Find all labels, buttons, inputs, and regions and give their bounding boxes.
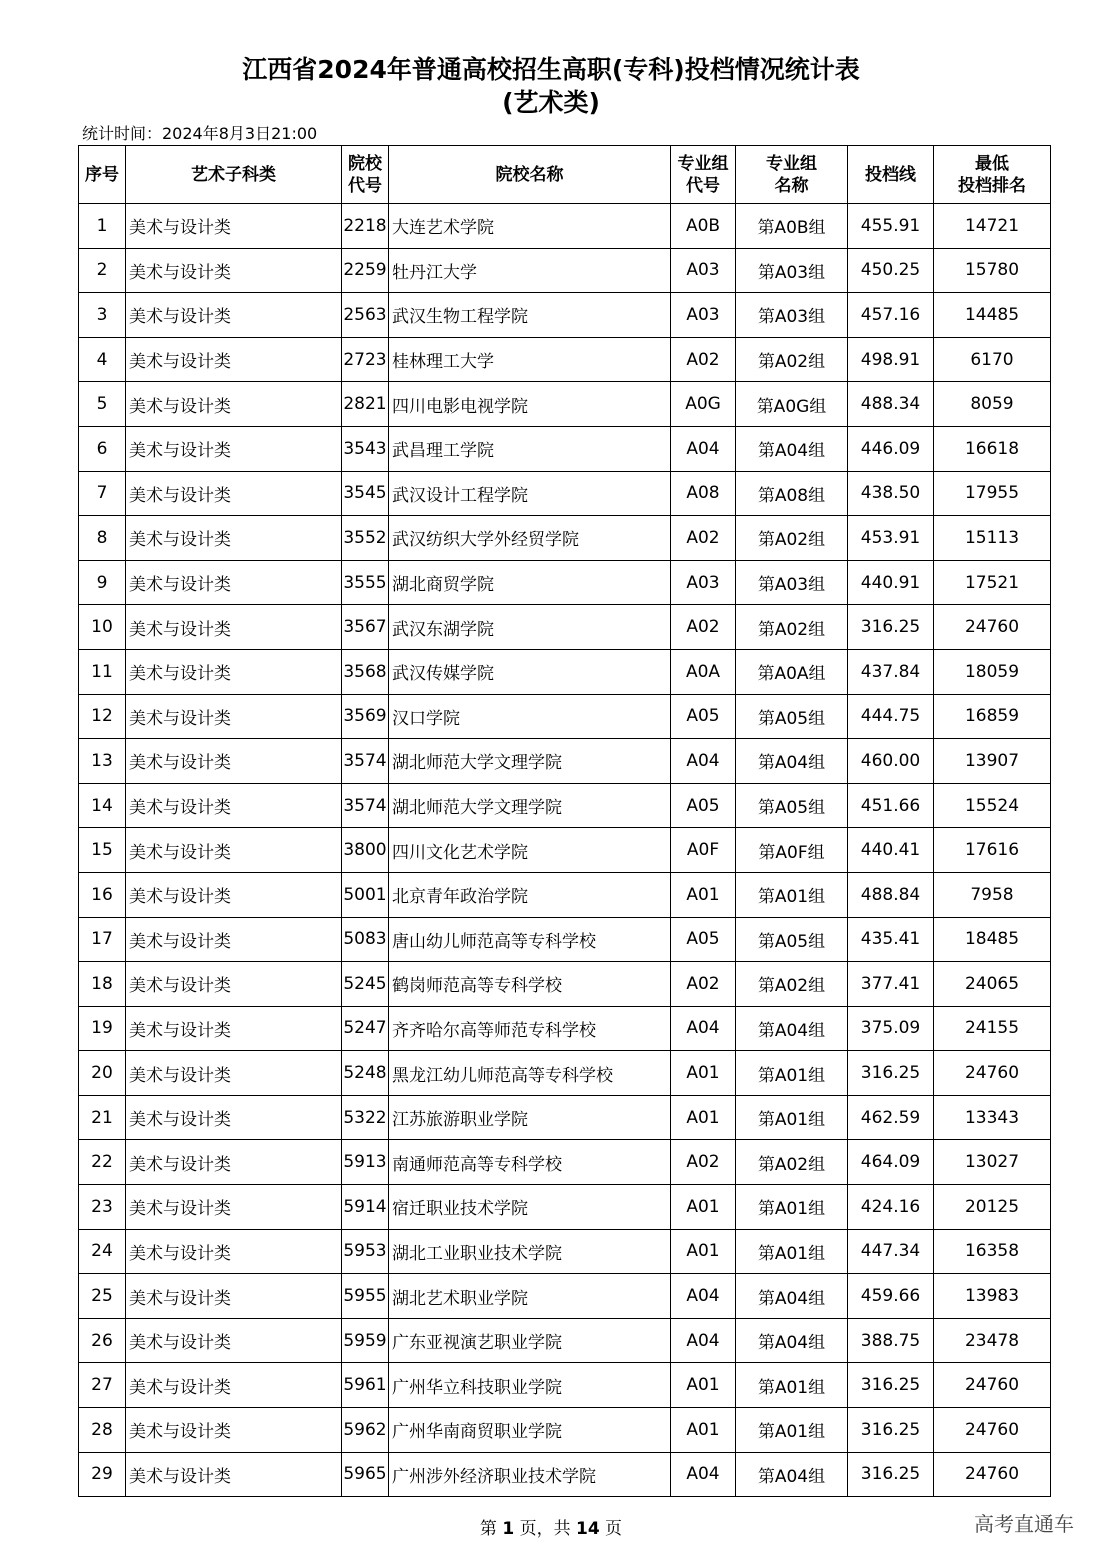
cell-school-name: 四川电影电视学院 bbox=[389, 382, 671, 427]
cell-score: 457.16 bbox=[848, 293, 934, 338]
table-row bbox=[79, 471, 1051, 516]
cell-school-name: 四川文化艺术学院 bbox=[389, 828, 671, 873]
cell-group-code: A03 bbox=[671, 560, 736, 605]
cell-rank: 7958 bbox=[934, 872, 1051, 917]
cell-index: 28 bbox=[79, 1408, 126, 1453]
cell-score: 440.41 bbox=[848, 828, 934, 873]
cell-group-code: A03 bbox=[671, 293, 736, 338]
cell-group-code: A02 bbox=[671, 1140, 736, 1185]
cell-score: 459.66 bbox=[848, 1274, 934, 1319]
cell-score: 316.25 bbox=[848, 1051, 934, 1096]
cell-school-code: 3800 bbox=[342, 828, 389, 873]
header-group-code: 专业组 代号 bbox=[671, 146, 736, 204]
cell-index: 1 bbox=[79, 204, 126, 249]
cell-school-name: 江苏旅游职业学院 bbox=[389, 1095, 671, 1140]
cell-group-code: A0F bbox=[671, 828, 736, 873]
cell-school-name: 湖北艺术职业学院 bbox=[389, 1274, 671, 1319]
cell-subject: 美术与设计类 bbox=[126, 1229, 342, 1274]
cell-score: 455.91 bbox=[848, 204, 934, 249]
cell-school-name: 北京青年政治学院 bbox=[389, 872, 671, 917]
cell-index: 18 bbox=[79, 962, 126, 1007]
cell-group-name: 第A01组 bbox=[736, 872, 848, 917]
cell-school-name: 大连艺术学院 bbox=[389, 204, 671, 249]
cell-group-name: 第A0A组 bbox=[736, 649, 848, 694]
cell-school-code: 3567 bbox=[342, 605, 389, 650]
cell-school-code: 5961 bbox=[342, 1363, 389, 1408]
cell-subject: 美术与设计类 bbox=[126, 694, 342, 739]
cell-group-code: A0A bbox=[671, 649, 736, 694]
cell-school-code: 5001 bbox=[342, 872, 389, 917]
cell-index: 29 bbox=[79, 1452, 126, 1497]
cell-rank: 17521 bbox=[934, 560, 1051, 605]
cell-subject: 美术与设计类 bbox=[126, 248, 342, 293]
cell-group-code: A05 bbox=[671, 917, 736, 962]
cell-school-name: 武昌理工学院 bbox=[389, 426, 671, 471]
cell-rank: 24065 bbox=[934, 962, 1051, 1007]
cell-score: 446.09 bbox=[848, 426, 934, 471]
cell-group-name: 第A01组 bbox=[736, 1095, 848, 1140]
table-row bbox=[79, 649, 1051, 694]
cell-group-name: 第A01组 bbox=[736, 1185, 848, 1230]
cell-school-code: 5083 bbox=[342, 917, 389, 962]
cell-school-code: 3555 bbox=[342, 560, 389, 605]
table-row bbox=[79, 828, 1051, 873]
cell-school-code: 2821 bbox=[342, 382, 389, 427]
cell-school-code: 3552 bbox=[342, 516, 389, 561]
cell-group-code: A04 bbox=[671, 1318, 736, 1363]
cell-score: 453.91 bbox=[848, 516, 934, 561]
cell-subject: 美术与设计类 bbox=[126, 516, 342, 561]
cell-subject: 美术与设计类 bbox=[126, 872, 342, 917]
document-subtitle: (艺术类) bbox=[502, 88, 600, 117]
cell-rank: 15780 bbox=[934, 248, 1051, 293]
table-row bbox=[79, 1318, 1051, 1363]
cell-group-code: A01 bbox=[671, 1408, 736, 1453]
cell-rank: 17955 bbox=[934, 471, 1051, 516]
cell-school-code: 3574 bbox=[342, 739, 389, 784]
cell-group-name: 第A04组 bbox=[736, 1452, 848, 1497]
cell-group-name: 第A02组 bbox=[736, 962, 848, 1007]
cell-school-code: 3574 bbox=[342, 783, 389, 828]
cell-score: 388.75 bbox=[848, 1318, 934, 1363]
cell-score: 316.25 bbox=[848, 1363, 934, 1408]
cell-subject: 美术与设计类 bbox=[126, 1185, 342, 1230]
table-row bbox=[79, 516, 1051, 561]
table-row bbox=[79, 739, 1051, 784]
cell-school-code: 3543 bbox=[342, 426, 389, 471]
cell-rank: 16618 bbox=[934, 426, 1051, 471]
cell-score: 377.41 bbox=[848, 962, 934, 1007]
cell-index: 26 bbox=[79, 1318, 126, 1363]
table-row bbox=[79, 1051, 1051, 1096]
table-row bbox=[79, 1274, 1051, 1319]
cell-subject: 美术与设计类 bbox=[126, 1095, 342, 1140]
cell-rank: 16358 bbox=[934, 1229, 1051, 1274]
cell-group-code: A01 bbox=[671, 872, 736, 917]
cell-group-name: 第A01组 bbox=[736, 1229, 848, 1274]
cell-index: 5 bbox=[79, 382, 126, 427]
cell-group-name: 第A04组 bbox=[736, 1318, 848, 1363]
cell-rank: 8059 bbox=[934, 382, 1051, 427]
cell-school-code: 5959 bbox=[342, 1318, 389, 1363]
cell-group-name: 第A0B组 bbox=[736, 204, 848, 249]
header-school-name: 院校名称 bbox=[389, 146, 671, 204]
cell-group-code: A04 bbox=[671, 739, 736, 784]
table-row bbox=[79, 917, 1051, 962]
cell-subject: 美术与设计类 bbox=[126, 783, 342, 828]
cell-index: 11 bbox=[79, 649, 126, 694]
cell-subject: 美术与设计类 bbox=[126, 962, 342, 1007]
cell-school-name: 武汉设计工程学院 bbox=[389, 471, 671, 516]
cell-group-code: A08 bbox=[671, 471, 736, 516]
cell-index: 21 bbox=[79, 1095, 126, 1140]
cell-group-name: 第A04组 bbox=[736, 1274, 848, 1319]
table-row bbox=[79, 1006, 1051, 1051]
cell-subject: 美术与设计类 bbox=[126, 293, 342, 338]
cell-group-code: A04 bbox=[671, 1274, 736, 1319]
header-subject: 艺术子科类 bbox=[126, 146, 342, 204]
cell-group-code: A02 bbox=[671, 605, 736, 650]
cell-group-name: 第A04组 bbox=[736, 739, 848, 784]
cell-school-name: 武汉生物工程学院 bbox=[389, 293, 671, 338]
cell-rank: 13983 bbox=[934, 1274, 1051, 1319]
cell-group-name: 第A03组 bbox=[736, 248, 848, 293]
table-row bbox=[79, 1363, 1051, 1408]
cell-subject: 美术与设计类 bbox=[126, 1006, 342, 1051]
cell-rank: 24760 bbox=[934, 1363, 1051, 1408]
cell-school-name: 齐齐哈尔高等师范专科学校 bbox=[389, 1006, 671, 1051]
cell-rank: 16859 bbox=[934, 694, 1051, 739]
cell-group-code: A04 bbox=[671, 1006, 736, 1051]
document-title: 江西省2024年普通高校招生高职(专科)投档情况统计表 bbox=[242, 55, 860, 84]
cell-school-name: 宿迁职业技术学院 bbox=[389, 1185, 671, 1230]
cell-index: 14 bbox=[79, 783, 126, 828]
cell-school-code: 2563 bbox=[342, 293, 389, 338]
cell-index: 9 bbox=[79, 560, 126, 605]
statistics-time: 统计时间：2024年8月3日21:00 bbox=[82, 124, 318, 143]
cell-subject: 美术与设计类 bbox=[126, 1363, 342, 1408]
cell-school-code: 5322 bbox=[342, 1095, 389, 1140]
cell-rank: 17616 bbox=[934, 828, 1051, 873]
cell-subject: 美术与设计类 bbox=[126, 917, 342, 962]
cell-school-name: 广州涉外经济职业技术学院 bbox=[389, 1452, 671, 1497]
cell-school-name: 南通师范高等专科学校 bbox=[389, 1140, 671, 1185]
cell-subject: 美术与设计类 bbox=[126, 1051, 342, 1096]
table-row bbox=[79, 872, 1051, 917]
cell-rank: 18485 bbox=[934, 917, 1051, 962]
cell-group-name: 第A02组 bbox=[736, 605, 848, 650]
cell-subject: 美术与设计类 bbox=[126, 739, 342, 784]
cell-group-name: 第A05组 bbox=[736, 917, 848, 962]
cell-school-code: 5962 bbox=[342, 1408, 389, 1453]
cell-group-code: A02 bbox=[671, 962, 736, 1007]
table-row bbox=[79, 248, 1051, 293]
cell-index: 13 bbox=[79, 739, 126, 784]
cell-school-code: 5965 bbox=[342, 1452, 389, 1497]
cell-subject: 美术与设计类 bbox=[126, 337, 342, 382]
cell-rank: 18059 bbox=[934, 649, 1051, 694]
cell-group-code: A05 bbox=[671, 694, 736, 739]
cell-score: 462.59 bbox=[848, 1095, 934, 1140]
cell-index: 17 bbox=[79, 917, 126, 962]
cell-rank: 23478 bbox=[934, 1318, 1051, 1363]
cell-score: 435.41 bbox=[848, 917, 934, 962]
cell-subject: 美术与设计类 bbox=[126, 204, 342, 249]
cell-school-code: 3545 bbox=[342, 471, 389, 516]
cell-index: 4 bbox=[79, 337, 126, 382]
cell-rank: 24760 bbox=[934, 605, 1051, 650]
cell-group-name: 第A04组 bbox=[736, 426, 848, 471]
cell-index: 8 bbox=[79, 516, 126, 561]
header-index: 序号 bbox=[79, 146, 126, 204]
cell-subject: 美术与设计类 bbox=[126, 1274, 342, 1319]
cell-school-name: 湖北师范大学文理学院 bbox=[389, 739, 671, 784]
cell-group-name: 第A01组 bbox=[736, 1363, 848, 1408]
table-row bbox=[79, 1185, 1051, 1230]
cell-rank: 24760 bbox=[934, 1452, 1051, 1497]
cell-rank: 6170 bbox=[934, 337, 1051, 382]
table-row bbox=[79, 1095, 1051, 1140]
cell-school-code: 5914 bbox=[342, 1185, 389, 1230]
cell-group-name: 第A02组 bbox=[736, 1140, 848, 1185]
table-row bbox=[79, 204, 1051, 249]
cell-school-name: 湖北师范大学文理学院 bbox=[389, 783, 671, 828]
cell-subject: 美术与设计类 bbox=[126, 1452, 342, 1497]
cell-subject: 美术与设计类 bbox=[126, 1408, 342, 1453]
cell-index: 16 bbox=[79, 872, 126, 917]
cell-score: 464.09 bbox=[848, 1140, 934, 1185]
cell-group-name: 第A02组 bbox=[736, 337, 848, 382]
cell-school-name: 广州华立科技职业学院 bbox=[389, 1363, 671, 1408]
cell-index: 2 bbox=[79, 248, 126, 293]
cell-school-code: 2259 bbox=[342, 248, 389, 293]
cell-score: 488.84 bbox=[848, 872, 934, 917]
cell-index: 23 bbox=[79, 1185, 126, 1230]
cell-score: 488.34 bbox=[848, 382, 934, 427]
header-school-code: 院校 代号 bbox=[342, 146, 389, 204]
cell-index: 3 bbox=[79, 293, 126, 338]
cell-rank: 13907 bbox=[934, 739, 1051, 784]
cell-group-code: A05 bbox=[671, 783, 736, 828]
table-row bbox=[79, 605, 1051, 650]
header-score: 投档线 bbox=[848, 146, 934, 204]
cell-score: 447.34 bbox=[848, 1229, 934, 1274]
cell-rank: 24155 bbox=[934, 1006, 1051, 1051]
admission-table bbox=[78, 145, 1051, 1497]
cell-score: 375.09 bbox=[848, 1006, 934, 1051]
table-row bbox=[79, 1452, 1051, 1497]
table-row bbox=[79, 1408, 1051, 1453]
cell-index: 19 bbox=[79, 1006, 126, 1051]
cell-score: 450.25 bbox=[848, 248, 934, 293]
cell-school-code: 5245 bbox=[342, 962, 389, 1007]
cell-index: 7 bbox=[79, 471, 126, 516]
cell-index: 15 bbox=[79, 828, 126, 873]
cell-school-code: 2723 bbox=[342, 337, 389, 382]
cell-subject: 美术与设计类 bbox=[126, 649, 342, 694]
cell-group-code: A02 bbox=[671, 337, 736, 382]
cell-group-name: 第A05组 bbox=[736, 783, 848, 828]
cell-subject: 美术与设计类 bbox=[126, 1140, 342, 1185]
cell-score: 424.16 bbox=[848, 1185, 934, 1230]
cell-school-name: 唐山幼儿师范高等专科学校 bbox=[389, 917, 671, 962]
cell-school-name: 桂林理工大学 bbox=[389, 337, 671, 382]
cell-subject: 美术与设计类 bbox=[126, 605, 342, 650]
table-row bbox=[79, 426, 1051, 471]
cell-group-name: 第A05组 bbox=[736, 694, 848, 739]
cell-subject: 美术与设计类 bbox=[126, 471, 342, 516]
table-header-row bbox=[79, 146, 1051, 204]
cell-group-name: 第A03组 bbox=[736, 560, 848, 605]
cell-school-name: 广东亚视演艺职业学院 bbox=[389, 1318, 671, 1363]
cell-group-code: A0G bbox=[671, 382, 736, 427]
cell-score: 444.75 bbox=[848, 694, 934, 739]
cell-index: 25 bbox=[79, 1274, 126, 1319]
cell-score: 437.84 bbox=[848, 649, 934, 694]
cell-group-code: A04 bbox=[671, 1452, 736, 1497]
cell-score: 440.91 bbox=[848, 560, 934, 605]
cell-subject: 美术与设计类 bbox=[126, 382, 342, 427]
table-row bbox=[79, 293, 1051, 338]
cell-index: 22 bbox=[79, 1140, 126, 1185]
cell-group-code: A01 bbox=[671, 1185, 736, 1230]
cell-score: 316.25 bbox=[848, 1408, 934, 1453]
table-row bbox=[79, 337, 1051, 382]
page-footer: 第 1 页，共 14 页 bbox=[479, 1519, 623, 1539]
cell-group-code: A03 bbox=[671, 248, 736, 293]
cell-subject: 美术与设计类 bbox=[126, 1318, 342, 1363]
cell-score: 316.25 bbox=[848, 605, 934, 650]
cell-index: 27 bbox=[79, 1363, 126, 1408]
cell-subject: 美术与设计类 bbox=[126, 426, 342, 471]
cell-school-name: 武汉东湖学院 bbox=[389, 605, 671, 650]
cell-school-code: 3568 bbox=[342, 649, 389, 694]
cell-rank: 13343 bbox=[934, 1095, 1051, 1140]
cell-score: 451.66 bbox=[848, 783, 934, 828]
table-body bbox=[79, 204, 1051, 1497]
cell-index: 6 bbox=[79, 426, 126, 471]
cell-group-name: 第A08组 bbox=[736, 471, 848, 516]
table-row bbox=[79, 694, 1051, 739]
cell-group-code: A04 bbox=[671, 426, 736, 471]
cell-group-code: A01 bbox=[671, 1363, 736, 1408]
cell-school-name: 汉口学院 bbox=[389, 694, 671, 739]
cell-school-name: 牡丹江大学 bbox=[389, 248, 671, 293]
brand-watermark: 高考直通车 bbox=[974, 1512, 1074, 1536]
cell-school-code: 3569 bbox=[342, 694, 389, 739]
cell-group-code: A01 bbox=[671, 1051, 736, 1096]
cell-group-name: 第A01组 bbox=[736, 1408, 848, 1453]
cell-group-name: 第A01组 bbox=[736, 1051, 848, 1096]
cell-rank: 15524 bbox=[934, 783, 1051, 828]
cell-group-code: A02 bbox=[671, 516, 736, 561]
cell-rank: 14485 bbox=[934, 293, 1051, 338]
cell-school-name: 武汉传媒学院 bbox=[389, 649, 671, 694]
cell-index: 10 bbox=[79, 605, 126, 650]
cell-group-name: 第A0F组 bbox=[736, 828, 848, 873]
cell-school-name: 湖北商贸学院 bbox=[389, 560, 671, 605]
cell-school-code: 5953 bbox=[342, 1229, 389, 1274]
cell-school-code: 5913 bbox=[342, 1140, 389, 1185]
cell-score: 316.25 bbox=[848, 1452, 934, 1497]
table-row bbox=[79, 962, 1051, 1007]
cell-school-code: 5248 bbox=[342, 1051, 389, 1096]
table-row bbox=[79, 783, 1051, 828]
cell-score: 438.50 bbox=[848, 471, 934, 516]
cell-index: 12 bbox=[79, 694, 126, 739]
table-row bbox=[79, 1140, 1051, 1185]
cell-school-name: 武汉纺织大学外经贸学院 bbox=[389, 516, 671, 561]
cell-score: 498.91 bbox=[848, 337, 934, 382]
cell-group-name: 第A03组 bbox=[736, 293, 848, 338]
table-row bbox=[79, 1229, 1051, 1274]
cell-rank: 20125 bbox=[934, 1185, 1051, 1230]
cell-school-name: 湖北工业职业技术学院 bbox=[389, 1229, 671, 1274]
cell-index: 20 bbox=[79, 1051, 126, 1096]
cell-school-name: 广州华南商贸职业学院 bbox=[389, 1408, 671, 1453]
cell-group-name: 第A04组 bbox=[736, 1006, 848, 1051]
cell-group-name: 第A02组 bbox=[736, 516, 848, 561]
header-rank: 最低 投档排名 bbox=[934, 146, 1051, 204]
table-row bbox=[79, 560, 1051, 605]
cell-group-name: 第A0G组 bbox=[736, 382, 848, 427]
cell-subject: 美术与设计类 bbox=[126, 828, 342, 873]
cell-rank: 13027 bbox=[934, 1140, 1051, 1185]
cell-group-code: A0B bbox=[671, 204, 736, 249]
cell-group-code: A01 bbox=[671, 1229, 736, 1274]
cell-group-code: A01 bbox=[671, 1095, 736, 1140]
cell-school-code: 5955 bbox=[342, 1274, 389, 1319]
cell-score: 460.00 bbox=[848, 739, 934, 784]
cell-rank: 14721 bbox=[934, 204, 1051, 249]
cell-school-code: 5247 bbox=[342, 1006, 389, 1051]
cell-rank: 24760 bbox=[934, 1051, 1051, 1096]
cell-school-code: 2218 bbox=[342, 204, 389, 249]
cell-school-name: 鹤岗师范高等专科学校 bbox=[389, 962, 671, 1007]
cell-index: 24 bbox=[79, 1229, 126, 1274]
header-group-name: 专业组 名称 bbox=[736, 146, 848, 204]
cell-school-name: 黑龙江幼儿师范高等专科学校 bbox=[389, 1051, 671, 1096]
cell-rank: 15113 bbox=[934, 516, 1051, 561]
cell-subject: 美术与设计类 bbox=[126, 560, 342, 605]
cell-rank: 24760 bbox=[934, 1408, 1051, 1453]
table-row bbox=[79, 382, 1051, 427]
